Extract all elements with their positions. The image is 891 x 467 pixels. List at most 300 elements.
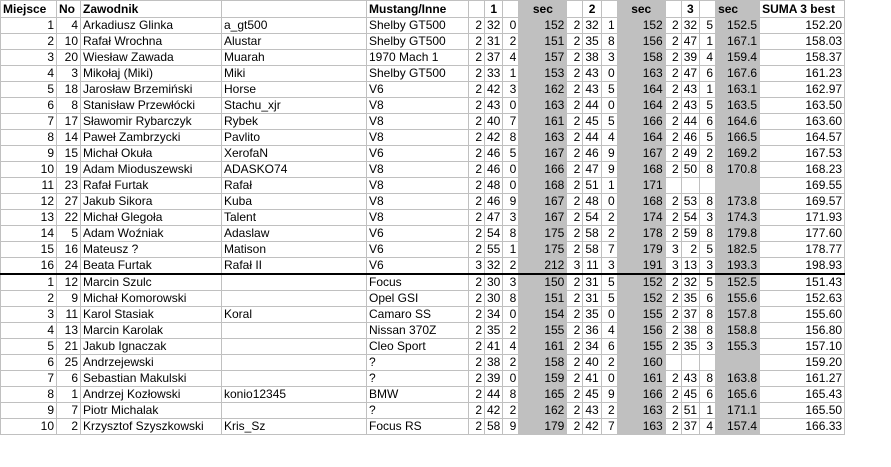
- table-cell: 0: [503, 18, 519, 34]
- table-cell: Arkadiusz Glinka: [81, 18, 222, 34]
- table-cell: 4: [503, 339, 519, 355]
- table-cell: 55: [485, 242, 503, 258]
- table-cell: 3: [665, 242, 681, 258]
- table-cell: 5: [700, 242, 716, 258]
- table-cell: 164.6: [716, 114, 760, 130]
- header-cell: [700, 1, 716, 18]
- table-cell: 0: [601, 98, 617, 114]
- table-cell: 4: [700, 419, 716, 435]
- table-cell: 2: [665, 226, 681, 242]
- table-cell: Wiesław Zawada: [81, 50, 222, 66]
- table-cell: 8: [700, 162, 716, 178]
- table-cell: 5: [1, 82, 57, 98]
- table-row: [1, 50, 845, 66]
- table-cell: 44: [485, 387, 503, 403]
- table-cell: [222, 355, 367, 371]
- table-cell: 38: [583, 50, 601, 66]
- table-cell: 8: [601, 34, 617, 50]
- table-row: [1, 146, 845, 162]
- table-cell: 2: [665, 50, 681, 66]
- table-cell: 7: [1, 114, 57, 130]
- table-cell: 165: [519, 387, 567, 403]
- table-cell: 2: [665, 210, 681, 226]
- table-cell: 2: [469, 82, 485, 98]
- table-cell: 3: [503, 274, 519, 291]
- table-cell: 179: [519, 419, 567, 435]
- table-cell: 2: [567, 307, 583, 323]
- table-cell: Mateusz ?: [81, 242, 222, 258]
- table-cell: 3: [1, 50, 57, 66]
- table-cell: 2: [601, 210, 617, 226]
- table-cell: [665, 355, 681, 371]
- table-cell: 2: [567, 323, 583, 339]
- table-cell: 43: [681, 98, 699, 114]
- header-cell: sec: [716, 1, 760, 18]
- table-cell: 162: [519, 403, 567, 419]
- table-cell: Horse: [222, 82, 367, 98]
- table-cell: 171.1: [716, 403, 760, 419]
- table-cell: 161: [617, 371, 665, 387]
- table-cell: 15: [57, 146, 81, 162]
- table-cell: 42: [485, 130, 503, 146]
- table-cell: 1: [601, 18, 617, 34]
- table-row: [1, 371, 845, 387]
- table-cell: 168: [617, 162, 665, 178]
- table-cell: [222, 274, 367, 291]
- table-cell: 38: [485, 355, 503, 371]
- table-cell: 43: [583, 403, 601, 419]
- header-cell: [601, 1, 617, 18]
- table-cell: 2: [665, 339, 681, 355]
- table-row: [1, 339, 845, 355]
- table-cell: 151: [519, 34, 567, 50]
- table-cell: 47: [485, 210, 503, 226]
- table-cell: 2: [503, 403, 519, 419]
- table-cell: 8: [700, 194, 716, 210]
- table-cell: 6: [601, 339, 617, 355]
- table-cell: 152.5: [716, 18, 760, 34]
- table-cell: 12: [57, 274, 81, 291]
- table-cell: 30: [485, 274, 503, 291]
- table-cell: 174.3: [716, 210, 760, 226]
- table-row: [1, 98, 845, 114]
- table-cell: 155: [519, 323, 567, 339]
- table-cell: V8: [367, 210, 469, 226]
- table-cell: 3: [1, 307, 57, 323]
- header-cell: [222, 1, 367, 18]
- table-cell: 151: [519, 291, 567, 307]
- table-cell: 48: [485, 178, 503, 194]
- table-cell: Rybek: [222, 114, 367, 130]
- table-cell: Alustar: [222, 34, 367, 50]
- table-cell: 0: [601, 66, 617, 82]
- table-cell: Focus: [367, 274, 469, 291]
- table-cell: 5: [601, 291, 617, 307]
- table-row: [1, 66, 845, 82]
- table-cell: 155.3: [716, 339, 760, 355]
- table-cell: 154: [519, 307, 567, 323]
- table-cell: 2: [567, 162, 583, 178]
- table-cell: Rafał Furtak: [81, 178, 222, 194]
- table-cell: 8: [503, 130, 519, 146]
- table-cell: 45: [583, 387, 601, 403]
- table-cell: 41: [485, 339, 503, 355]
- table-cell: konio12345: [222, 387, 367, 403]
- table-cell: Jakub Ignaczak: [81, 339, 222, 355]
- table-cell: 161: [519, 114, 567, 130]
- table-cell: 40: [485, 114, 503, 130]
- table-cell: 165.6: [716, 387, 760, 403]
- table-cell: 33: [485, 66, 503, 82]
- table-cell: 9: [601, 162, 617, 178]
- table-cell: 167: [519, 210, 567, 226]
- table-row: [1, 162, 845, 178]
- table-cell: 163.60: [760, 114, 845, 130]
- table-cell: 11: [1, 178, 57, 194]
- table-cell: Koral: [222, 307, 367, 323]
- table-cell: 8: [503, 291, 519, 307]
- table-cell: 44: [681, 114, 699, 130]
- table-cell: 8: [1, 130, 57, 146]
- table-cell: 174: [617, 210, 665, 226]
- table-cell: Nissan 370Z: [367, 323, 469, 339]
- table-cell: 13: [57, 323, 81, 339]
- table-cell: 2: [601, 403, 617, 419]
- table-cell: 152.5: [716, 274, 760, 291]
- table-cell: 2: [469, 98, 485, 114]
- table-cell: 35: [681, 291, 699, 307]
- table-cell: 6: [57, 371, 81, 387]
- header-cell: Miejsce: [1, 1, 57, 18]
- table-cell: 2: [567, 18, 583, 34]
- table-cell: 5: [700, 98, 716, 114]
- header-cell: Zawodnik: [81, 1, 222, 18]
- table-cell: 158: [519, 355, 567, 371]
- table-cell: Miki: [222, 66, 367, 82]
- table-cell: 2: [503, 258, 519, 275]
- table-cell: Adam Mioduszewski: [81, 162, 222, 178]
- table-cell: 4: [601, 323, 617, 339]
- table-row: [1, 355, 845, 371]
- table-cell: 8: [700, 307, 716, 323]
- table-cell: 212: [519, 258, 567, 275]
- table-cell: Mikołaj (Miki): [81, 66, 222, 82]
- table-cell: 167: [617, 146, 665, 162]
- table-cell: BMW: [367, 387, 469, 403]
- table-cell: 3: [503, 210, 519, 226]
- table-cell: 2: [469, 178, 485, 194]
- table-cell: Marcin Szulc: [81, 274, 222, 291]
- table-cell: 2: [665, 18, 681, 34]
- table-row: [1, 291, 845, 307]
- table-cell: Shelby GT500: [367, 18, 469, 34]
- header-cell: 1: [485, 1, 503, 18]
- table-cell: 46: [681, 130, 699, 146]
- table-cell: [681, 355, 699, 371]
- table-cell: 44: [583, 130, 601, 146]
- table-row: [1, 258, 845, 275]
- table-cell: 53: [681, 194, 699, 210]
- table-cell: 161.27: [760, 371, 845, 387]
- table-cell: Michał Glegoła: [81, 210, 222, 226]
- table-cell: 160: [617, 355, 665, 371]
- table-cell: 16: [1, 258, 57, 275]
- table-cell: 3: [601, 258, 617, 275]
- table-cell: 5: [503, 146, 519, 162]
- table-cell: 43: [583, 66, 601, 82]
- table-cell: 31: [583, 274, 601, 291]
- table-cell: 163.5: [716, 98, 760, 114]
- table-cell: 163: [617, 403, 665, 419]
- header-cell: sec: [617, 1, 665, 18]
- table-cell: Shelby GT500: [367, 34, 469, 50]
- table-cell: ADASKO74: [222, 162, 367, 178]
- table-cell: 4: [1, 66, 57, 82]
- table-cell: 32: [485, 18, 503, 34]
- table-cell: 2: [469, 34, 485, 50]
- table-cell: 155.6: [716, 291, 760, 307]
- table-cell: V6: [367, 226, 469, 242]
- table-cell: 9: [601, 146, 617, 162]
- table-cell: 45: [583, 114, 601, 130]
- table-cell: 169.55: [760, 178, 845, 194]
- table-cell: 32: [681, 18, 699, 34]
- table-cell: 158.37: [760, 50, 845, 66]
- table-cell: 5: [57, 226, 81, 242]
- table-cell: 167: [519, 146, 567, 162]
- table-cell: Kris_Sz: [222, 419, 367, 435]
- header-cell: [567, 1, 583, 18]
- table-cell: Adam Woźniak: [81, 226, 222, 242]
- table-cell: [716, 355, 760, 371]
- table-cell: 50: [681, 162, 699, 178]
- table-row: [1, 130, 845, 146]
- table-cell: 43: [681, 82, 699, 98]
- table-row: [1, 323, 845, 339]
- table-cell: 24: [57, 258, 81, 275]
- table-cell: 8: [700, 226, 716, 242]
- table-cell: 198.93: [760, 258, 845, 275]
- table-cell: 2: [665, 162, 681, 178]
- table-cell: 42: [485, 82, 503, 98]
- table-cell: [222, 291, 367, 307]
- table-cell: 156: [617, 34, 665, 50]
- table-cell: 5: [700, 18, 716, 34]
- table-cell: 48: [583, 194, 601, 210]
- header-cell: [665, 1, 681, 18]
- table-row: [1, 274, 845, 291]
- table-cell: 51: [681, 403, 699, 419]
- table-cell: 7: [601, 419, 617, 435]
- table-cell: V6: [367, 242, 469, 258]
- table-cell: Opel GSI: [367, 291, 469, 307]
- table-cell: 6: [700, 114, 716, 130]
- table-cell: 163.50: [760, 98, 845, 114]
- table-cell: 161.23: [760, 66, 845, 82]
- table-cell: 2: [1, 34, 57, 50]
- table-cell: 13: [1, 210, 57, 226]
- table-cell: 42: [583, 419, 601, 435]
- table-cell: 14: [1, 226, 57, 242]
- table-cell: 156.80: [760, 323, 845, 339]
- table-cell: V8: [367, 98, 469, 114]
- table-cell: 54: [681, 210, 699, 226]
- table-cell: Camaro SS: [367, 307, 469, 323]
- table-cell: 8: [700, 323, 716, 339]
- table-cell: a_gt500: [222, 18, 367, 34]
- table-cell: 2: [469, 66, 485, 82]
- table-cell: 157.8: [716, 307, 760, 323]
- table-cell: 8: [57, 98, 81, 114]
- table-cell: 36: [583, 323, 601, 339]
- table-cell: 2: [469, 355, 485, 371]
- table-cell: 166: [617, 387, 665, 403]
- table-cell: 178: [617, 226, 665, 242]
- table-cell: 2: [567, 226, 583, 242]
- table-cell: V8: [367, 114, 469, 130]
- header-cell: 3: [681, 1, 699, 18]
- table-cell: 31: [485, 34, 503, 50]
- table-cell: 152: [617, 274, 665, 291]
- table-cell: 51: [583, 178, 601, 194]
- table-cell: 41: [583, 371, 601, 387]
- table-cell: 177.60: [760, 226, 845, 242]
- table-cell: 2: [567, 419, 583, 435]
- table-cell: 6: [700, 66, 716, 82]
- table-cell: 22: [57, 210, 81, 226]
- table-row: [1, 210, 845, 226]
- table-cell: 3: [57, 66, 81, 82]
- table-cell: 2: [567, 387, 583, 403]
- table-cell: 175: [519, 242, 567, 258]
- table-cell: 2: [469, 18, 485, 34]
- table-cell: 2: [567, 98, 583, 114]
- table-cell: 155.60: [760, 307, 845, 323]
- table-cell: 2: [469, 114, 485, 130]
- table-cell: 43: [485, 98, 503, 114]
- table-cell: 16: [57, 242, 81, 258]
- table-cell: 42: [485, 403, 503, 419]
- table-cell: 46: [485, 194, 503, 210]
- table-cell: 54: [485, 226, 503, 242]
- table-cell: 178.77: [760, 242, 845, 258]
- table-cell: 40: [583, 355, 601, 371]
- table-cell: 58: [583, 226, 601, 242]
- table-cell: Muarah: [222, 50, 367, 66]
- table-cell: 37: [681, 419, 699, 435]
- table-cell: 163.8: [716, 371, 760, 387]
- table-cell: 2: [700, 146, 716, 162]
- table-cell: 191: [617, 258, 665, 275]
- table-cell: Sławomir Rybarczyk: [81, 114, 222, 130]
- table-cell: 167.1: [716, 34, 760, 50]
- table-cell: 179.8: [716, 226, 760, 242]
- table-cell: Karol Stasiak: [81, 307, 222, 323]
- table-cell: ?: [367, 403, 469, 419]
- table-row: [1, 194, 845, 210]
- table-cell: 44: [583, 98, 601, 114]
- table-cell: 8: [1, 387, 57, 403]
- table-cell: 58: [485, 419, 503, 435]
- table-cell: 3: [601, 50, 617, 66]
- table-cell: 0: [601, 371, 617, 387]
- table-cell: 34: [485, 307, 503, 323]
- table-cell: 2: [469, 323, 485, 339]
- table-cell: 9: [601, 387, 617, 403]
- table-cell: 2: [567, 130, 583, 146]
- table-cell: Pavlito: [222, 130, 367, 146]
- table-cell: 156: [617, 323, 665, 339]
- table-cell: 2: [567, 274, 583, 291]
- table-cell: 47: [681, 34, 699, 50]
- table-cell: 155: [617, 307, 665, 323]
- table-cell: 151.43: [760, 274, 845, 291]
- table-cell: 45: [681, 387, 699, 403]
- table-cell: 2: [567, 291, 583, 307]
- table-cell: 165.50: [760, 403, 845, 419]
- table-cell: 49: [681, 146, 699, 162]
- table-cell: 165.43: [760, 387, 845, 403]
- table-cell: [222, 323, 367, 339]
- table-cell: 168: [617, 194, 665, 210]
- table-cell: [700, 178, 716, 194]
- header-cell: sec: [519, 1, 567, 18]
- table-cell: 7: [57, 403, 81, 419]
- table-row: [1, 226, 845, 242]
- table-cell: 168: [519, 178, 567, 194]
- table-cell: 5: [1, 339, 57, 355]
- table-row: [1, 387, 845, 403]
- table-row: [1, 242, 845, 258]
- table-cell: 0: [503, 307, 519, 323]
- table-cell: 2: [567, 34, 583, 50]
- table-cell: 9: [57, 291, 81, 307]
- table-row: [1, 307, 845, 323]
- table-cell: 15: [1, 242, 57, 258]
- table-cell: 2: [665, 82, 681, 98]
- table-row: [1, 82, 845, 98]
- table-cell: 54: [583, 210, 601, 226]
- table-cell: 43: [583, 82, 601, 98]
- table-cell: 38: [681, 323, 699, 339]
- table-cell: 7: [503, 114, 519, 130]
- table-cell: 17: [57, 114, 81, 130]
- table-cell: 8: [700, 371, 716, 387]
- table-cell: 169.2: [716, 146, 760, 162]
- table-cell: 157.10: [760, 339, 845, 355]
- table-cell: V8: [367, 194, 469, 210]
- table-cell: 2: [567, 66, 583, 82]
- table-cell: 1: [1, 274, 57, 291]
- table-cell: 2: [503, 355, 519, 371]
- table-cell: XerofaN: [222, 146, 367, 162]
- table-cell: [222, 339, 367, 355]
- table-cell: 37: [485, 50, 503, 66]
- table-cell: 152.20: [760, 18, 845, 34]
- table-cell: 2: [469, 419, 485, 435]
- header-cell: 2: [583, 1, 601, 18]
- table-cell: 2: [57, 419, 81, 435]
- table-cell: 10: [57, 34, 81, 50]
- table-cell: 2: [469, 210, 485, 226]
- table-cell: 19: [57, 162, 81, 178]
- table-cell: Paweł Zambrzycki: [81, 130, 222, 146]
- table-cell: 9: [1, 403, 57, 419]
- table-cell: 164: [617, 98, 665, 114]
- table-cell: Jakub Sikora: [81, 194, 222, 210]
- table-cell: 32: [681, 274, 699, 291]
- table-cell: 163.1: [716, 82, 760, 98]
